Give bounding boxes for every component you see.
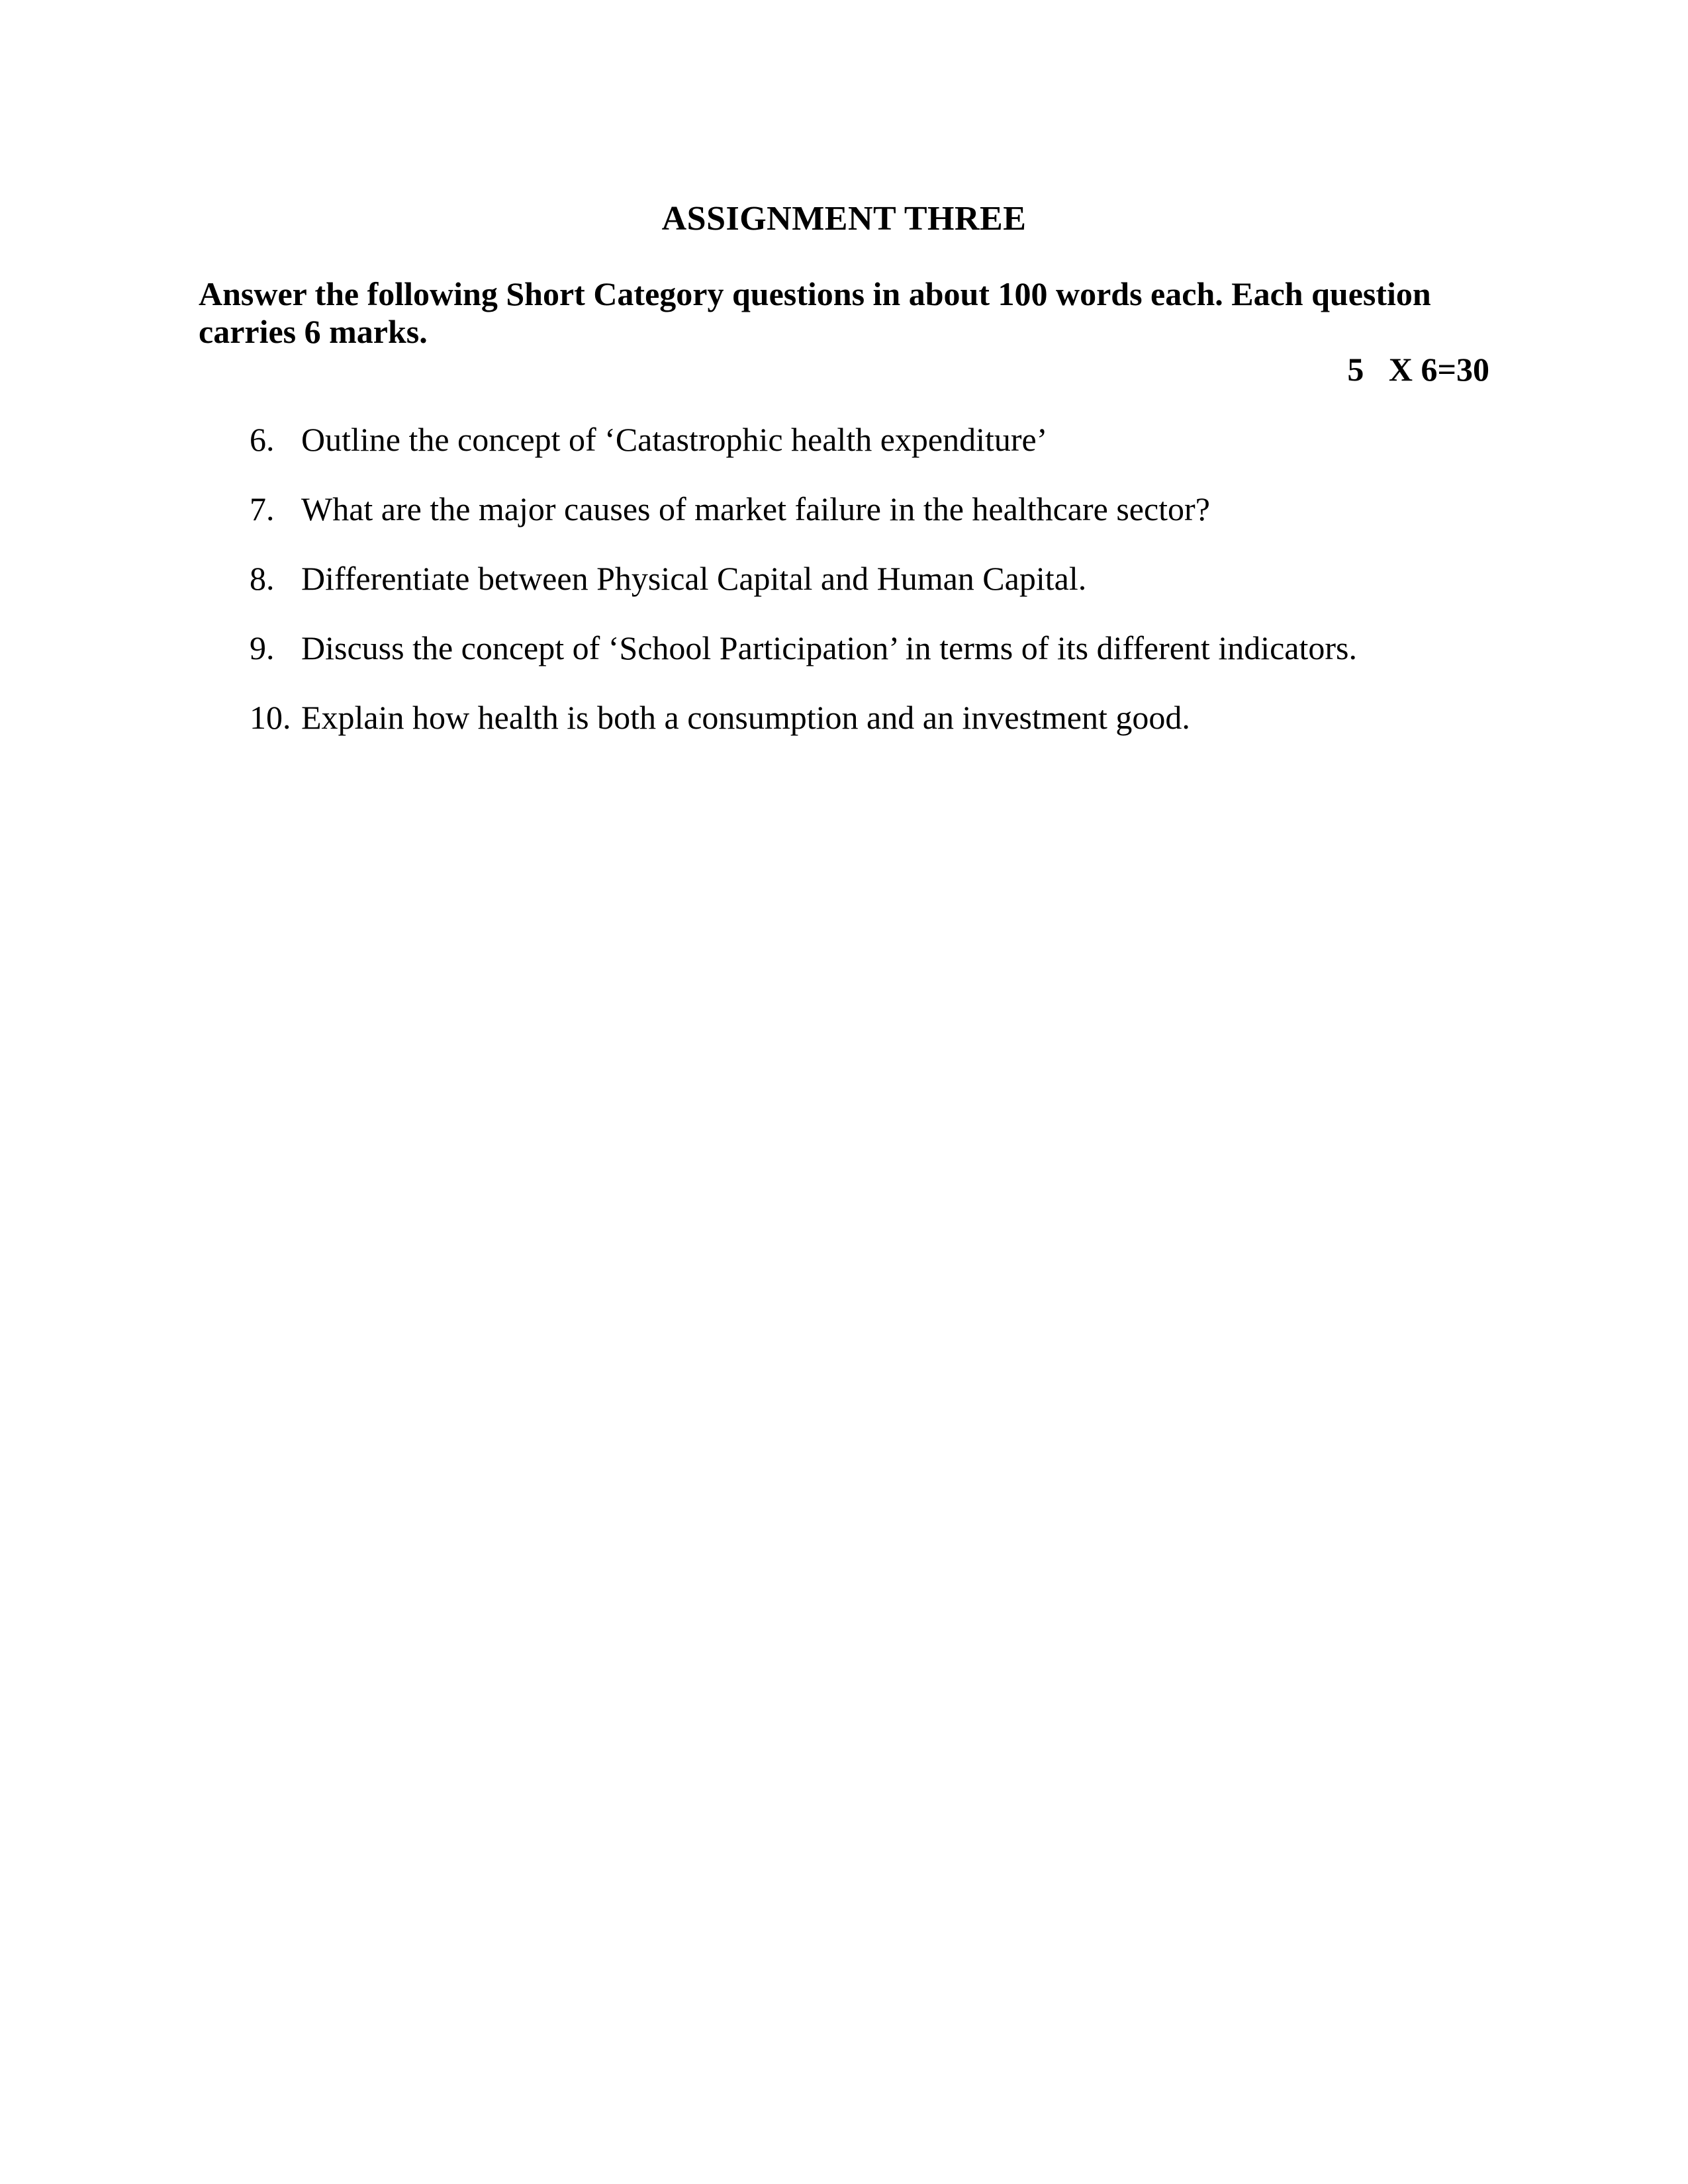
instruction-line-2: carries 6 marks.: [199, 313, 428, 350]
instruction-paragraph: [199, 275, 1489, 351]
question-item-10: [199, 699, 1489, 737]
page-title: ASSIGNMENT THREE: [661, 200, 1027, 238]
question-item-9: [199, 629, 1489, 667]
question-text: What are the major causes of market failure in the healthcare sector?: [301, 490, 1210, 527]
marks-total: 5 X 6=30: [1347, 351, 1489, 388]
question-text: Differentiate between Physical Capital and Human Capital.: [301, 560, 1087, 597]
question-number: 6.: [250, 421, 275, 458]
question-number: 10.: [250, 699, 291, 736]
question-item-7: [199, 490, 1489, 528]
instruction-line-1: Answer the following Short Category questions in about 100 words each. Each question: [199, 275, 1431, 312]
question-number: 8.: [250, 560, 275, 597]
question-item-6: [199, 421, 1489, 459]
question-text: Explain how health is both a consumption and an investment good.: [301, 699, 1190, 736]
question-text: Discuss the concept of ‘School Participation’ in terms of its different indicators.: [301, 629, 1357, 666]
question-list: [199, 421, 1489, 737]
question-number: 7.: [250, 490, 275, 527]
question-text: Outline the concept of ‘Catastrophic health expenditure’: [301, 421, 1048, 458]
question-number: 9.: [250, 629, 275, 666]
question-item-8: [199, 560, 1489, 598]
